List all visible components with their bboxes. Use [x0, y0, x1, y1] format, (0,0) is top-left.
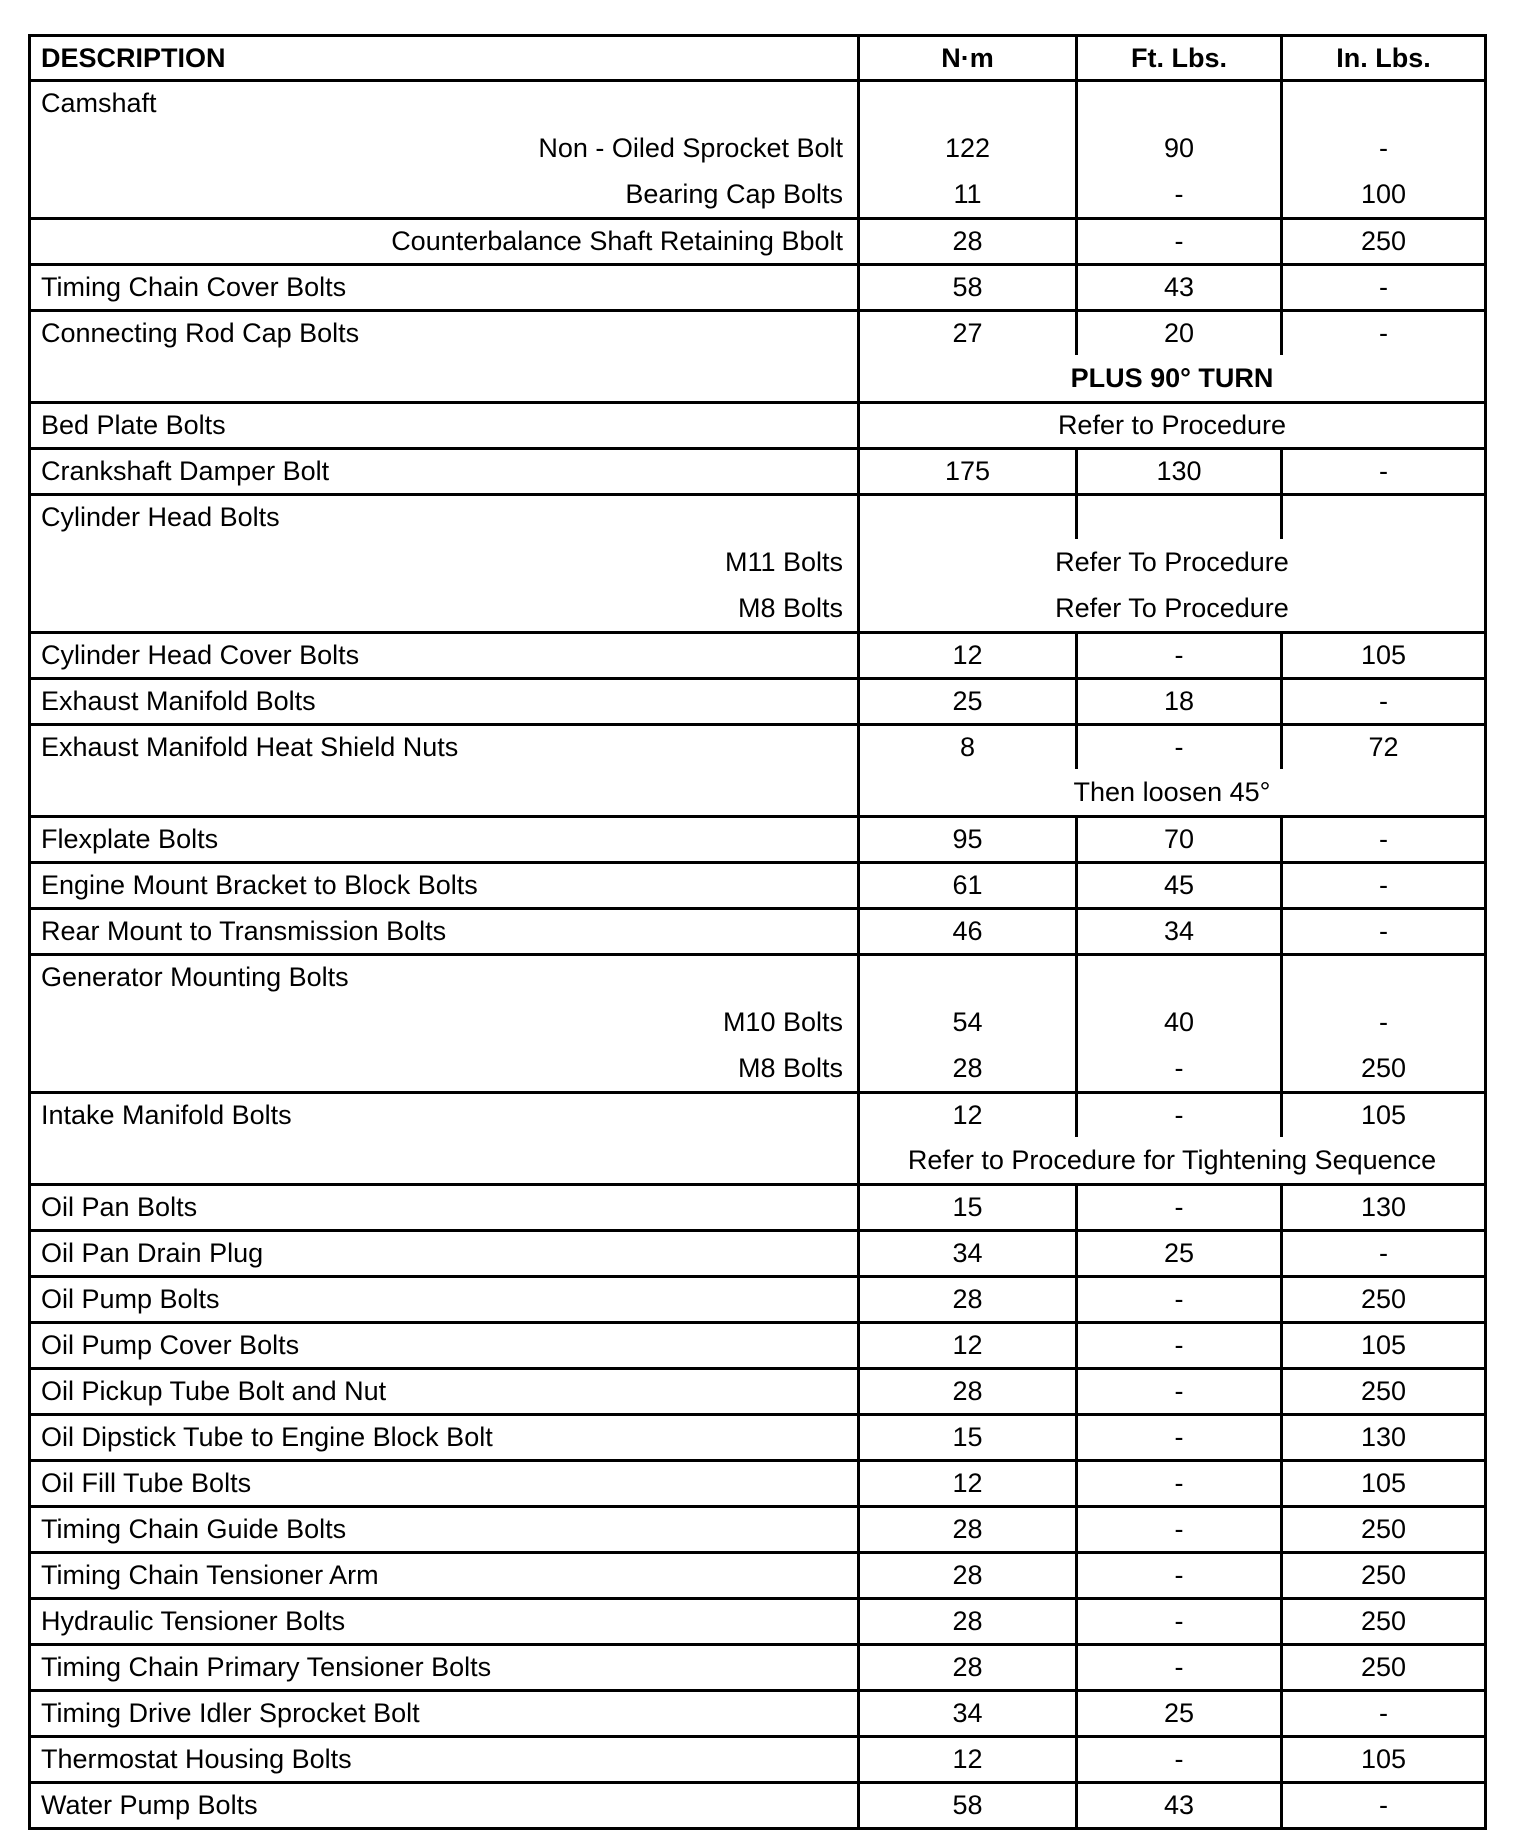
row-description: Timing Drive Idler Sprocket Bolt	[30, 1691, 859, 1737]
row-description: Rear Mount to Transmission Bolts	[30, 909, 859, 955]
value-in-lbs: -	[1282, 1231, 1486, 1277]
table-row	[30, 403, 1486, 449]
column-header-ft-lbs: Ft. Lbs.	[1077, 36, 1282, 81]
row-description: Oil Pump Bolts	[30, 1277, 859, 1323]
value-nm: 12	[859, 633, 1077, 679]
value-nm: 175	[859, 449, 1077, 495]
row-subitem: Bearing Cap Bolts	[30, 171, 859, 219]
value-in-lbs: -	[1282, 1691, 1486, 1737]
value-in-lbs: 100	[1282, 171, 1486, 219]
row-subitem: Counterbalance Shaft Retaining Bbolt	[30, 219, 859, 265]
row-subitem: M8 Bolts	[30, 585, 859, 633]
value-ft-lbs: -	[1077, 725, 1282, 770]
table-row	[30, 863, 1486, 909]
row-description: Thermostat Housing Bolts	[30, 1737, 859, 1783]
header-row	[30, 36, 1486, 81]
table-row	[30, 1461, 1486, 1507]
value-ft-lbs: -	[1077, 1415, 1282, 1461]
row-description: Connecting Rod Cap Bolts	[30, 311, 859, 403]
table-subrow	[30, 1045, 1486, 1093]
row-note: Refer to Procedure	[859, 403, 1486, 449]
table-row	[30, 1277, 1486, 1323]
row-subitem: Non - Oiled Sprocket Bolt	[30, 125, 859, 171]
row-description: Cylinder Head Bolts	[30, 495, 859, 540]
row-description: Timing Chain Primary Tensioner Bolts	[30, 1645, 859, 1691]
torque-spec-table	[28, 34, 1487, 1830]
value-in-lbs: -	[1282, 679, 1486, 725]
value-in-lbs: 250	[1282, 1277, 1486, 1323]
table-row	[30, 955, 1486, 1000]
value-ft-lbs: -	[1077, 1185, 1282, 1231]
value-ft-lbs: 43	[1077, 1783, 1282, 1829]
value-in-lbs: 250	[1282, 1045, 1486, 1093]
row-description: Camshaft	[30, 81, 859, 126]
value-ft-lbs: -	[1077, 1461, 1282, 1507]
column-header-nm: N·m	[859, 36, 1077, 81]
value-nm: 46	[859, 909, 1077, 955]
row-description: Timing Chain Cover Bolts	[30, 265, 859, 311]
value-ft-lbs: 20	[1077, 311, 1282, 356]
table-row	[30, 1415, 1486, 1461]
value-in-lbs: 250	[1282, 1369, 1486, 1415]
row-subitem: M8 Bolts	[30, 1045, 859, 1093]
value-ft-lbs: -	[1077, 1369, 1282, 1415]
row-description: Oil Pan Bolts	[30, 1185, 859, 1231]
value-nm: 122	[859, 125, 1077, 171]
value-in-lbs: -	[1282, 817, 1486, 863]
value-in-lbs: -	[1282, 449, 1486, 495]
value-nm: 28	[859, 1369, 1077, 1415]
row-description: Exhaust Manifold Bolts	[30, 679, 859, 725]
row-description: Timing Chain Tensioner Arm	[30, 1553, 859, 1599]
value-ft-lbs: 25	[1077, 1691, 1282, 1737]
value-ft-lbs: 34	[1077, 909, 1282, 955]
value-ft-lbs: -	[1077, 1045, 1282, 1093]
table-row	[30, 679, 1486, 725]
value-nm: 12	[859, 1737, 1077, 1783]
table-row	[30, 909, 1486, 955]
value-in-lbs: 250	[1282, 1553, 1486, 1599]
column-header-in-lbs: In. Lbs.	[1282, 36, 1486, 81]
table-row	[30, 1507, 1486, 1553]
row-description: Intake Manifold Bolts	[30, 1093, 859, 1185]
table-row	[30, 1323, 1486, 1369]
table-row	[30, 1691, 1486, 1737]
table-subrow	[30, 585, 1486, 633]
value-in-lbs: 105	[1282, 1093, 1486, 1138]
value-ft-lbs: 130	[1077, 449, 1282, 495]
value-in-lbs: -	[1282, 999, 1486, 1045]
row-subitem: M11 Bolts	[30, 539, 859, 585]
value-nm: 28	[859, 1553, 1077, 1599]
value-nm: 54	[859, 999, 1077, 1045]
row-description: Exhaust Manifold Heat Shield Nuts	[30, 725, 859, 817]
value-ft-lbs: 90	[1077, 125, 1282, 171]
table-subrow	[30, 539, 1486, 585]
value-ft-lbs: -	[1077, 633, 1282, 679]
value-nm: 15	[859, 1185, 1077, 1231]
value-in-lbs: -	[1282, 909, 1486, 955]
table-row	[30, 817, 1486, 863]
column-header-description: DESCRIPTION	[30, 36, 859, 81]
value-nm: 58	[859, 1783, 1077, 1829]
value-nm: 28	[859, 219, 1077, 265]
value-ft-lbs: 18	[1077, 679, 1282, 725]
value-ft-lbs: -	[1077, 171, 1282, 219]
table-row	[30, 265, 1486, 311]
value-in-lbs: 250	[1282, 219, 1486, 265]
value-ft-lbs: -	[1077, 1737, 1282, 1783]
row-description: Oil Dipstick Tube to Engine Block Bolt	[30, 1415, 859, 1461]
table-row	[30, 1599, 1486, 1645]
value-in-lbs: -	[1282, 125, 1486, 171]
value-in-lbs: 105	[1282, 1461, 1486, 1507]
value-in-lbs: 130	[1282, 1185, 1486, 1231]
value-nm: 28	[859, 1277, 1077, 1323]
value-nm: 34	[859, 1691, 1077, 1737]
value-in-lbs: -	[1282, 1783, 1486, 1829]
table-row	[30, 1369, 1486, 1415]
row-description: Crankshaft Damper Bolt	[30, 449, 859, 495]
value-nm: 12	[859, 1323, 1077, 1369]
value-in-lbs: 250	[1282, 1599, 1486, 1645]
value-nm: 28	[859, 1045, 1077, 1093]
row-note: Refer To Procedure	[859, 539, 1486, 585]
row-description: Oil Fill Tube Bolts	[30, 1461, 859, 1507]
table-subrow	[30, 999, 1486, 1045]
value-ft-lbs: 70	[1077, 817, 1282, 863]
value-in-lbs: 250	[1282, 1645, 1486, 1691]
value-ft-lbs: -	[1077, 1599, 1282, 1645]
value-in-lbs: 105	[1282, 1737, 1486, 1783]
table-row	[30, 1783, 1486, 1829]
value-nm: 28	[859, 1507, 1077, 1553]
value-nm: 95	[859, 817, 1077, 863]
value-in-lbs: 72	[1282, 725, 1486, 770]
row-note: PLUS 90° TURN	[859, 355, 1486, 403]
value-nm: 12	[859, 1461, 1077, 1507]
row-note: Refer To Procedure	[859, 585, 1486, 633]
value-ft-lbs: 43	[1077, 265, 1282, 311]
value-nm: 27	[859, 311, 1077, 356]
value-ft-lbs: -	[1077, 1507, 1282, 1553]
value-ft-lbs: -	[1077, 1645, 1282, 1691]
value-in-lbs: 130	[1282, 1415, 1486, 1461]
table-row	[30, 1553, 1486, 1599]
value-ft-lbs: -	[1077, 219, 1282, 265]
row-description: Hydraulic Tensioner Bolts	[30, 1599, 859, 1645]
value-ft-lbs: -	[1077, 1323, 1282, 1369]
table-row	[30, 1185, 1486, 1231]
row-description: Water Pump Bolts	[30, 1783, 859, 1829]
row-description: Oil Pan Drain Plug	[30, 1231, 859, 1277]
table-row	[30, 1093, 1486, 1138]
table-row	[30, 1737, 1486, 1783]
row-subitem: M10 Bolts	[30, 999, 859, 1045]
value-nm: 25	[859, 679, 1077, 725]
value-in-lbs: 250	[1282, 1507, 1486, 1553]
value-ft-lbs: -	[1077, 1553, 1282, 1599]
row-description: Oil Pickup Tube Bolt and Nut	[30, 1369, 859, 1415]
row-description: Engine Mount Bracket to Block Bolts	[30, 863, 859, 909]
table-row	[30, 1231, 1486, 1277]
value-nm: 15	[859, 1415, 1077, 1461]
value-nm: 28	[859, 1645, 1077, 1691]
value-nm: 11	[859, 171, 1077, 219]
value-nm: 61	[859, 863, 1077, 909]
table-row	[30, 449, 1486, 495]
value-ft-lbs: 45	[1077, 863, 1282, 909]
row-description: Generator Mounting Bolts	[30, 955, 859, 1000]
value-in-lbs: -	[1282, 311, 1486, 356]
value-nm: 8	[859, 725, 1077, 770]
row-description: Bed Plate Bolts	[30, 403, 859, 449]
value-in-lbs: 105	[1282, 633, 1486, 679]
value-ft-lbs: -	[1077, 1277, 1282, 1323]
row-description: Oil Pump Cover Bolts	[30, 1323, 859, 1369]
value-nm: 28	[859, 1599, 1077, 1645]
row-note: Refer to Procedure for Tightening Sequence	[859, 1137, 1486, 1185]
table-row	[30, 81, 1486, 126]
value-ft-lbs: 25	[1077, 1231, 1282, 1277]
table-row	[30, 1645, 1486, 1691]
table-subrow	[30, 125, 1486, 171]
row-description: Flexplate Bolts	[30, 817, 859, 863]
value-in-lbs: 105	[1282, 1323, 1486, 1369]
row-note: Then loosen 45°	[859, 769, 1486, 817]
row-description: Timing Chain Guide Bolts	[30, 1507, 859, 1553]
table-row	[30, 219, 1486, 265]
value-nm: 12	[859, 1093, 1077, 1138]
value-ft-lbs: -	[1077, 1093, 1282, 1138]
table-subrow	[30, 171, 1486, 219]
value-ft-lbs: 40	[1077, 999, 1282, 1045]
row-description: Cylinder Head Cover Bolts	[30, 633, 859, 679]
table-row	[30, 495, 1486, 540]
table-row	[30, 311, 1486, 356]
value-in-lbs: -	[1282, 265, 1486, 311]
table-row	[30, 633, 1486, 679]
value-nm: 34	[859, 1231, 1077, 1277]
value-nm: 58	[859, 265, 1077, 311]
table-row	[30, 725, 1486, 770]
value-in-lbs: -	[1282, 863, 1486, 909]
